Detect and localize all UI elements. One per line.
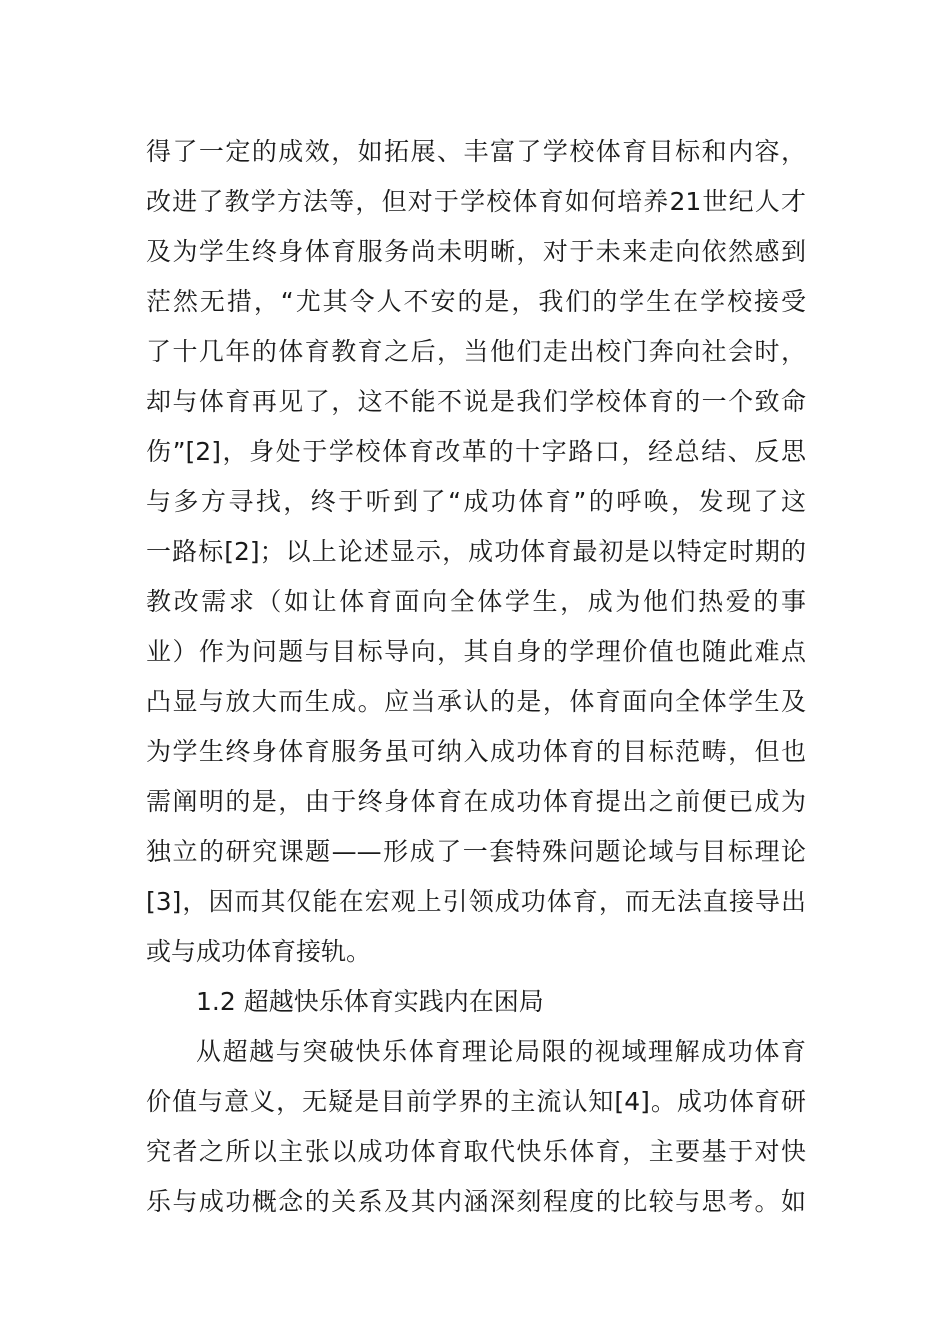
paragraph-line: 得了一定的成效，如拓展、丰富了学校体育目标和内容， <box>146 137 806 166</box>
paragraph-line: 茫然无措，“尤其令人不安的是，我们的学生在学校接受 <box>146 287 806 316</box>
paragraph-line: 或与成功体育接轨。 <box>146 937 372 966</box>
paragraph-line: 及为学生终身体育服务尚未明晰，对于未来走向依然感到 <box>146 237 806 266</box>
paragraph-line: 业）作为问题与目标导向，其自身的学理价值也随此难点 <box>146 637 806 666</box>
paragraph-line: 与多方寻找，终于听到了“成功体育”的呼唤，发现了这 <box>146 487 806 516</box>
paragraph-line: 价值与意义，无疑是目前学界的主流认知[4]。成功体育研 <box>146 1087 806 1116</box>
paragraph-line: 却与体育再见了，这不能不说是我们学校体育的一个致命 <box>146 387 806 416</box>
paragraph-line: 乐与成功概念的关系及其内涵深刻程度的比较与思考。如 <box>146 1187 806 1216</box>
paragraph-line: 教改需求（如让体育面向全体学生，成为他们热爱的事 <box>146 587 806 616</box>
paragraph-line: 一路标[2]；以上论述显示，成功体育最初是以特定时期的 <box>146 537 806 566</box>
paragraph-line: 从超越与突破快乐体育理论局限的视域理解成功体育 <box>196 1037 806 1066</box>
paragraph-line: 独立的研究课题——形成了一套特殊问题论域与目标理论 <box>146 837 806 866</box>
paragraph-line: 改进了教学方法等，但对于学校体育如何培养21世纪人才 <box>146 187 806 216</box>
paragraph-line: [3]，因而其仅能在宏观上引领成功体育，而无法直接导出 <box>146 887 806 916</box>
section-heading: 1.2 超越快乐体育实践内在困局 <box>196 987 544 1016</box>
paragraph-line: 需阐明的是，由于终身体育在成功体育提出之前便已成为 <box>146 787 806 816</box>
paragraph-line: 凸显与放大而生成。应当承认的是，体育面向全体学生及 <box>146 687 806 716</box>
paragraph-line: 究者之所以主张以成功体育取代快乐体育，主要基于对快 <box>146 1137 806 1166</box>
paragraph-line: 为学生终身体育服务虽可纳入成功体育的目标范畴，但也 <box>146 737 806 766</box>
paragraph-line: 了十几年的体育教育之后，当他们走出校门奔向社会时， <box>146 337 806 366</box>
paragraph-line: 伤”[2]，身处于学校体育改革的十字路口，经总结、反思 <box>146 437 806 466</box>
